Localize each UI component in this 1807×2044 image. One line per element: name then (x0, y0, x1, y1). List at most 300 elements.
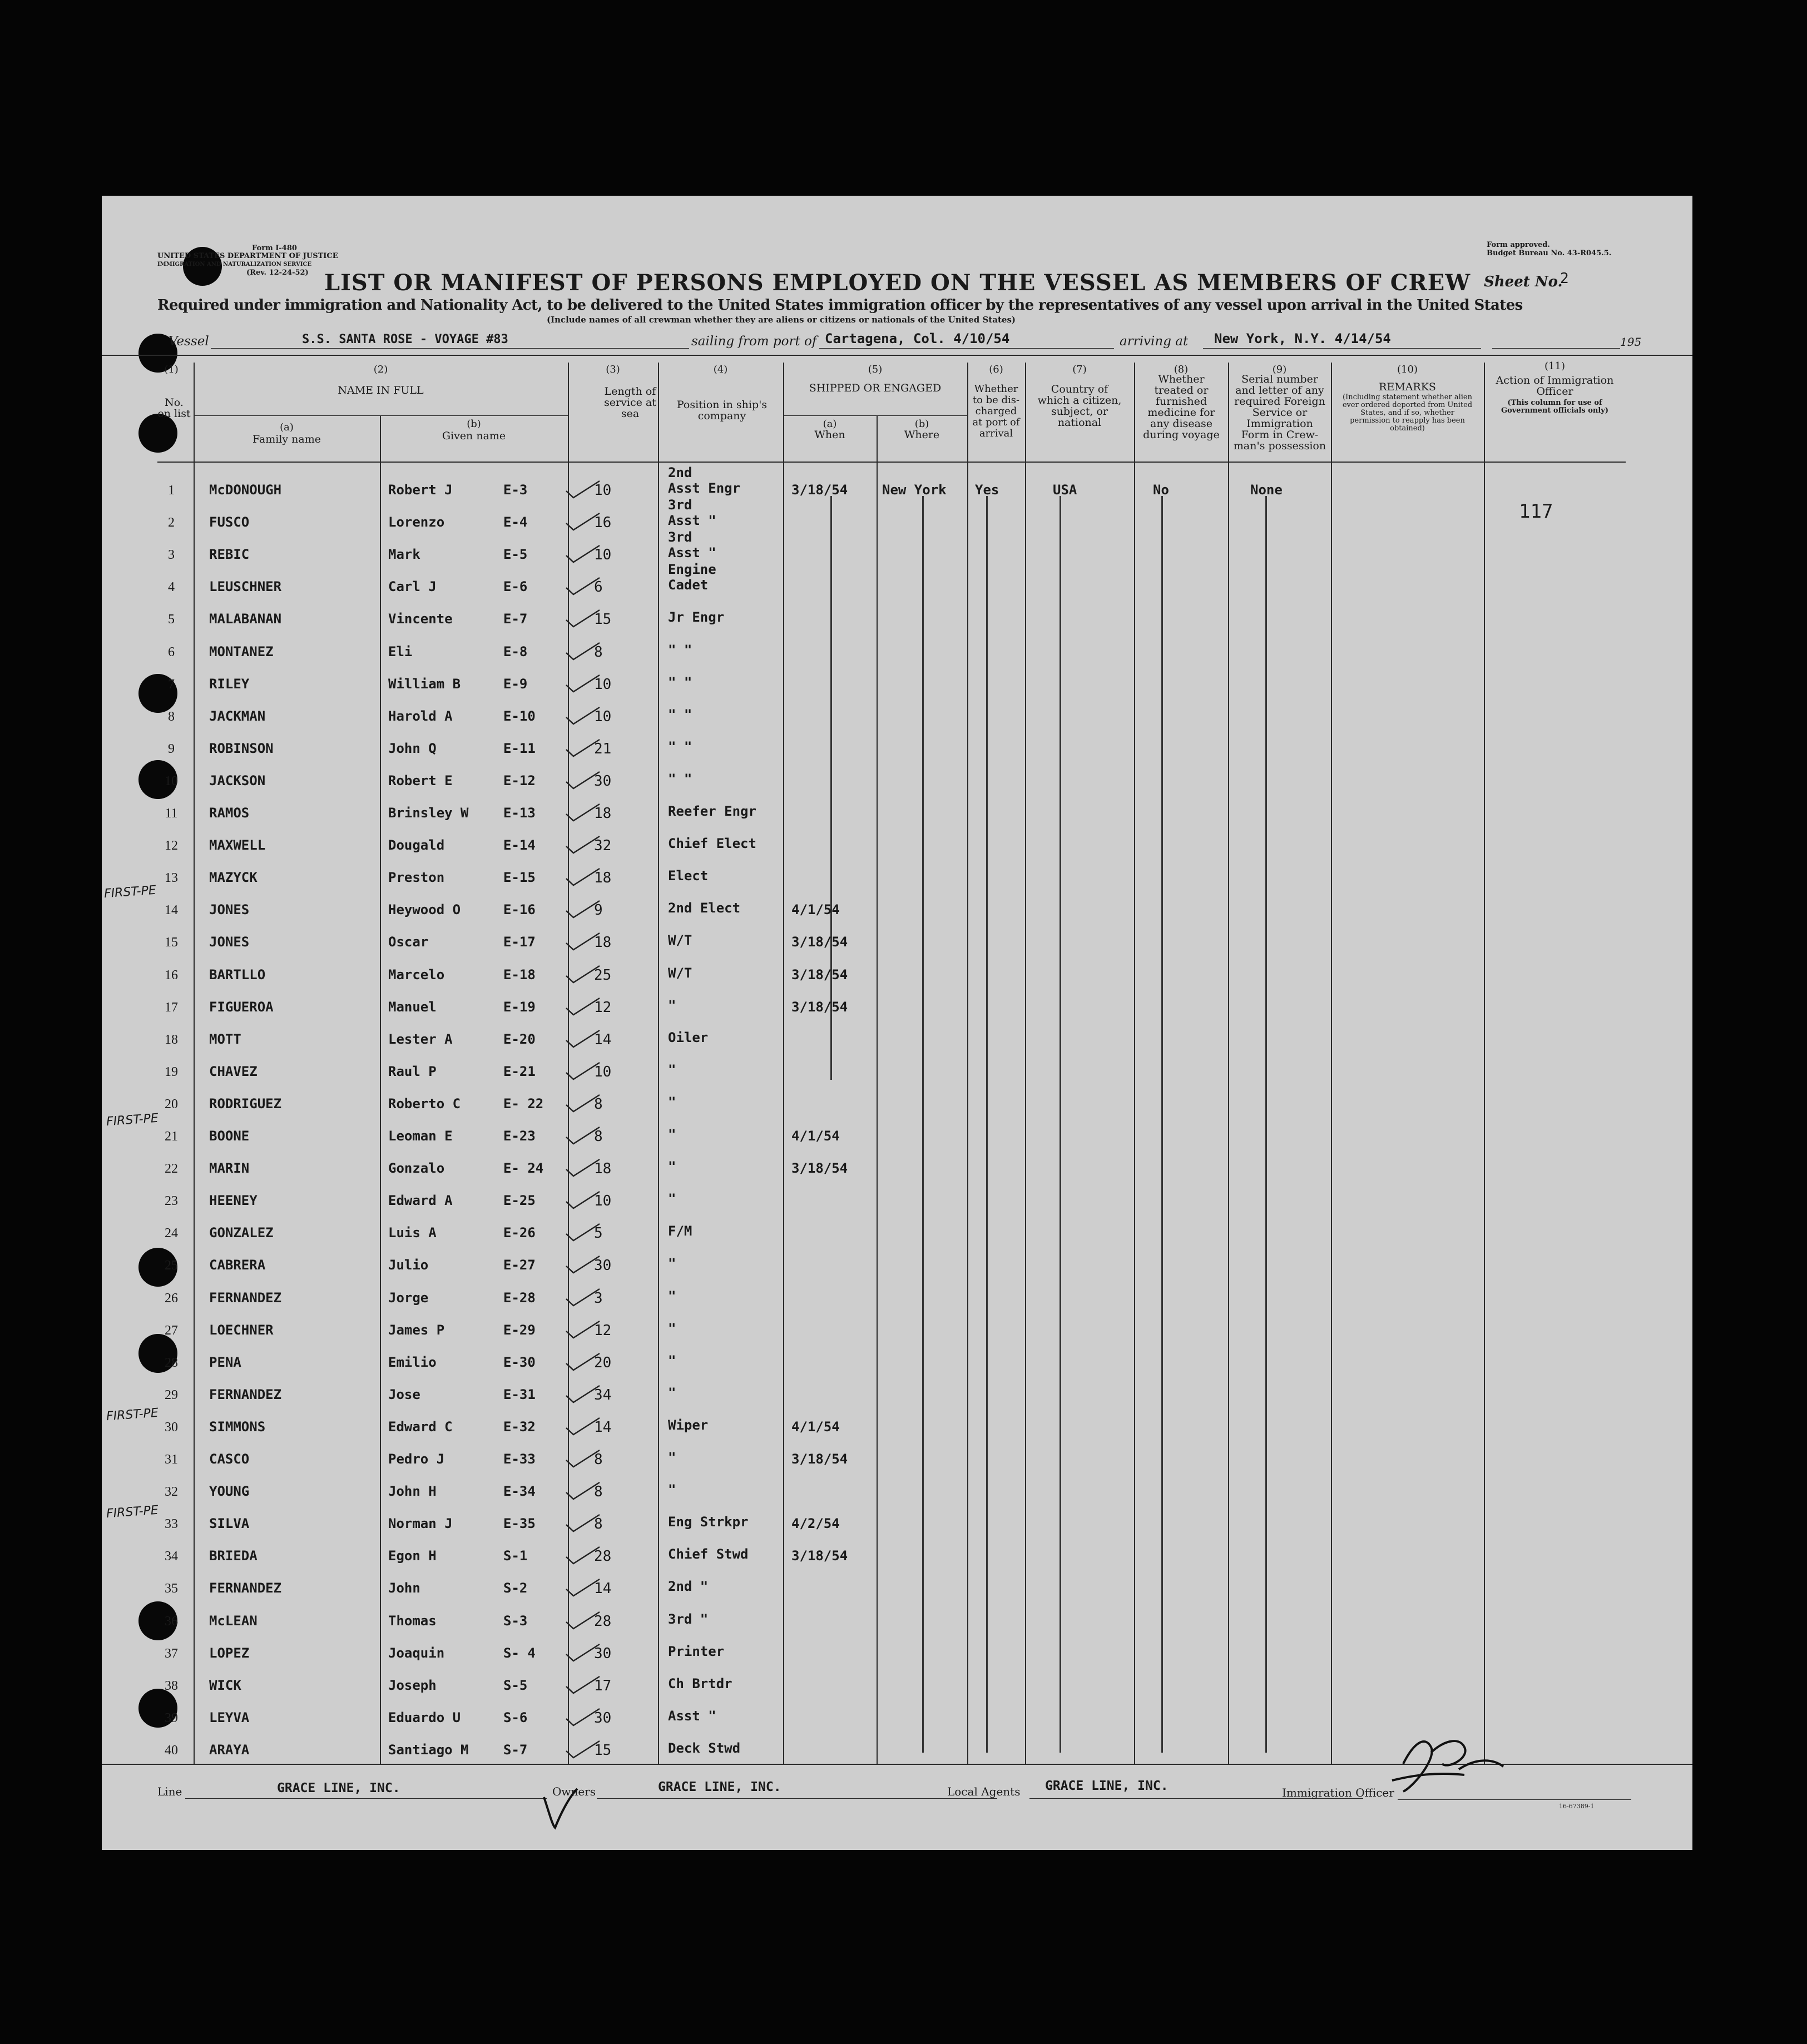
position-cell: " (668, 1159, 676, 1175)
crew-code-cell: E-31 (503, 1386, 536, 1402)
row-number-cell: 16 (165, 968, 178, 983)
service-length-cell: 6 (594, 579, 603, 596)
position-cell: Asst " (668, 513, 716, 529)
crew-code-cell: E-20 (503, 1031, 536, 1047)
col-rule (1025, 363, 1026, 1764)
position-cell: Jr Engr (668, 609, 725, 626)
given-name-cell: Egon H (388, 1548, 437, 1564)
row-number-cell: 27 (165, 1323, 178, 1338)
check-mark (563, 576, 602, 598)
position-cell: " (668, 1450, 676, 1465)
family-name-cell: CABRERA (209, 1257, 266, 1273)
service-length-cell: 14 (594, 1418, 612, 1436)
given-name-cell: Dougald (388, 837, 445, 854)
row-number-cell: 9 (168, 741, 175, 756)
shipped-when-cell: 3/18/54 (791, 482, 848, 498)
ditto-line-treated (1161, 496, 1163, 1753)
col10-number: (10) (1397, 364, 1418, 375)
service-length-cell: 30 (594, 1257, 612, 1274)
header-subrule (194, 415, 568, 416)
given-name-cell: Joseph (388, 1677, 437, 1693)
form-approved: Form approved. (1487, 241, 1550, 249)
check-mark (563, 1642, 602, 1664)
check-mark (563, 964, 602, 986)
margin-note: FIRST-PE (106, 1406, 159, 1424)
shipped-when-cell: 3/18/54 (791, 966, 848, 983)
ditto-line-where (922, 496, 924, 1753)
service-length-cell: 12 (594, 999, 612, 1016)
sheet-number-label: Sheet No. (1484, 274, 1563, 290)
given-name-cell: Mark (388, 547, 420, 563)
col1-header: No. on list (157, 396, 191, 420)
shipped-where-cell: New York (882, 482, 947, 498)
service-length-cell: 15 (594, 1742, 612, 1759)
service-length-cell: 15 (594, 611, 612, 628)
col10-header: REMARKS (1379, 381, 1436, 393)
row-number-cell: 6 (168, 644, 175, 659)
family-name-cell: HEENEY (209, 1193, 258, 1209)
check-mark (563, 1093, 602, 1115)
family-name-cell: ARAYA (209, 1742, 250, 1758)
check-mark (563, 931, 602, 953)
family-name-cell: JONES (209, 934, 250, 950)
service-length-cell: 18 (594, 1160, 612, 1178)
given-name-cell: Eduardo U (388, 1709, 461, 1725)
position-line1-cell: 3rd (668, 529, 692, 545)
family-name-cell: FERNANDEZ (209, 1386, 282, 1402)
family-name-cell: BOONE (209, 1128, 250, 1144)
crew-code-cell: E-12 (503, 772, 536, 788)
check-mark (563, 479, 602, 501)
shipped-when-cell: 3/18/54 (791, 934, 848, 950)
row-number-cell: 8 (168, 709, 175, 724)
serial-cell: None (1250, 482, 1283, 498)
position-cell: " (668, 997, 676, 1013)
crew-code-cell: E- 22 (503, 1095, 544, 1112)
col8-header: Whether treated or furnished medicine for any disease during voyage (1143, 373, 1220, 441)
check-mark (563, 1222, 602, 1244)
arriving-port: New York, N.Y. 4/14/54 (1214, 331, 1391, 346)
given-name-cell: Leoman E (388, 1128, 453, 1144)
given-name-cell: Vincente (388, 611, 453, 627)
check-mark (563, 1739, 602, 1761)
col9-number: (9) (1272, 364, 1287, 375)
col-rule (658, 363, 659, 1764)
ditto-line-serial (1265, 496, 1267, 1753)
given-name-cell: Thomas (388, 1613, 437, 1629)
shipped-when-cell: 3/18/54 (791, 999, 848, 1015)
family-name-cell: FERNANDEZ (209, 1580, 282, 1596)
shipped-when-cell: 4/1/54 (791, 1418, 840, 1435)
table-top-border (102, 355, 1692, 356)
col2a-number: (a) (280, 421, 294, 433)
agents-label: Local Agents (947, 1785, 1021, 1798)
family-name-cell: REBIC (209, 547, 250, 563)
officer-signature (1381, 1719, 1514, 1803)
service-length-cell: 10 (594, 547, 612, 564)
service-line: IMMIGRATION AND NATURALIZATION SERVICE (157, 261, 312, 267)
col6-header: Whether to be dis-charged at port of arrival (972, 383, 1020, 439)
treated-cell: No (1153, 482, 1169, 498)
budget-bureau: Budget Bureau No. 43-R045.5. (1487, 249, 1612, 257)
service-length-cell: 8 (594, 1451, 603, 1468)
given-name-cell: Joaquin (388, 1645, 445, 1661)
given-name-cell: John Q (388, 740, 437, 756)
family-name-cell: BARTLLO (209, 966, 266, 983)
position-cell: F/M (668, 1223, 692, 1239)
crew-code-cell: E-28 (503, 1289, 536, 1306)
col6-number: (6) (989, 364, 1003, 375)
position-cell: Reefer Engr (668, 803, 756, 819)
family-name-cell: MOTT (209, 1031, 241, 1047)
crew-code-cell: E-11 (503, 740, 536, 756)
col2-number: (2) (373, 364, 388, 375)
row-number-cell: 26 (165, 1291, 178, 1306)
row-number-cell: 12 (165, 839, 178, 854)
check-mark (563, 1254, 602, 1276)
row-number-cell: 34 (165, 1549, 178, 1564)
shipped-when-cell: 3/18/54 (791, 1160, 848, 1177)
given-name-cell: Marcelo (388, 966, 445, 983)
row-number-cell: 31 (165, 1452, 178, 1467)
sheet-number: 2 (1560, 270, 1569, 287)
row-number-cell: 23 (165, 1194, 178, 1209)
check-mark (563, 1674, 602, 1696)
check-mark (563, 1383, 602, 1406)
family-name-cell: LEUSCHNER (209, 579, 282, 595)
owners-underline (597, 1798, 997, 1799)
family-name-cell: ROBINSON (209, 740, 274, 756)
col-rule (194, 363, 195, 1764)
given-name-cell: Lester A (388, 1031, 453, 1047)
service-length-cell: 34 (594, 1386, 612, 1403)
row-number-cell: 35 (165, 1581, 178, 1596)
position-cell: 3rd " (668, 1611, 709, 1627)
family-name-cell: CASCO (209, 1451, 250, 1467)
position-cell: " (668, 1191, 676, 1207)
header-subrule (783, 415, 967, 416)
col9-header: Serial number and letter of any required Foreign Service or Immigration Form in Crew-man's possession (1233, 373, 1326, 452)
col8-number: (8) (1174, 364, 1189, 375)
service-length-cell: 28 (594, 1613, 612, 1630)
position-cell: Asst Engr (668, 480, 741, 496)
family-name-cell: MONTANEZ (209, 643, 274, 659)
check-mark (563, 1028, 602, 1050)
col10-note: (Including statement whether alien ever ordered deported from United States, and if so, whether permission to reapply has been obtained) (1342, 393, 1473, 433)
given-name-cell: Heywood O (388, 902, 461, 918)
col4-header: Position in ship's company (676, 399, 768, 422)
service-length-cell: 25 (594, 966, 612, 984)
check-mark (563, 996, 602, 1018)
row-number-cell: 1 (168, 483, 175, 498)
service-length-cell: 18 (594, 870, 612, 887)
crew-code-cell: S-2 (503, 1580, 528, 1596)
crew-code-cell: E-10 (503, 708, 536, 724)
row-number-cell: 29 (165, 1387, 178, 1402)
check-mark (563, 1545, 602, 1567)
check-mark (563, 1416, 602, 1438)
sailing-label: sailing from port of (691, 334, 817, 349)
discharged-cell: Yes (975, 482, 999, 498)
service-length-cell: 8 (594, 1128, 603, 1145)
crew-code-cell: S- 4 (503, 1645, 536, 1661)
ditto-line-when (830, 496, 832, 1080)
owner-checkmark (541, 1786, 580, 1830)
form-revision: (Rev. 12-24-52) (246, 269, 309, 277)
service-length-cell: 30 (594, 1709, 612, 1727)
family-name-cell: JACKMAN (209, 708, 266, 724)
service-length-cell: 10 (594, 676, 612, 693)
shipped-when-cell: 4/1/54 (791, 902, 840, 918)
col5-number: (5) (868, 364, 883, 375)
dept-line: UNITED STATES DEPARTMENT OF JUSTICE (157, 252, 338, 260)
form-number: Form I-480 (252, 244, 297, 252)
ditto-line-country (1060, 496, 1061, 1753)
row-number-cell: 10 (165, 773, 178, 788)
row-number-cell: 15 (165, 935, 178, 950)
check-mark (563, 1448, 602, 1470)
row-number-cell: 39 (165, 1710, 178, 1725)
line-label: Line (157, 1785, 182, 1798)
service-length-cell: 18 (594, 934, 612, 951)
agents-value: GRACE LINE, INC. (1045, 1779, 1169, 1793)
service-length-cell: 12 (594, 1322, 612, 1339)
service-length-cell: 17 (594, 1677, 612, 1694)
position-cell: 2nd Elect (668, 900, 741, 916)
given-name-cell: Robert J (388, 482, 453, 498)
crew-code-cell: E- 24 (503, 1160, 544, 1177)
given-name-cell: Lorenzo (388, 514, 445, 530)
shipped-when-cell: 3/18/54 (791, 1548, 848, 1564)
action-number: 117 (1519, 500, 1553, 523)
position-line1-cell: 2nd (668, 465, 692, 480)
crew-code-cell: E-21 (503, 1063, 536, 1079)
shipped-when-cell: 4/2/54 (791, 1516, 840, 1532)
position-cell: W/T (668, 965, 692, 981)
crew-code-cell: E-14 (503, 837, 536, 854)
check-mark (563, 673, 602, 695)
crew-code-cell: E-17 (503, 934, 536, 950)
crew-code-cell: E-3 (503, 482, 528, 498)
row-number-cell: 30 (165, 1420, 178, 1435)
given-name-cell: Pedro J (388, 1451, 445, 1467)
col3-header: Length of service at sea (604, 385, 656, 420)
check-mark (563, 834, 602, 856)
col11-note: (This column for use of Government officials only) (1501, 399, 1608, 415)
family-name-cell: MAZYCK (209, 870, 258, 886)
crew-code-cell: E-34 (503, 1484, 536, 1500)
col5b-number: (b) (914, 418, 929, 430)
position-cell: " (668, 1127, 676, 1142)
row-number-cell: 24 (165, 1226, 178, 1241)
crew-code-cell: S-5 (503, 1677, 528, 1693)
ditto-line-discharged (986, 496, 988, 1753)
check-mark (563, 1319, 602, 1341)
given-name-cell: Luis A (388, 1225, 437, 1241)
col7-number: (7) (1072, 364, 1087, 375)
given-name-cell: Robert E (388, 772, 453, 788)
family-name-cell: McDONOUGH (209, 482, 282, 498)
print-code: 16-67389-1 (1559, 1803, 1595, 1810)
row-number-cell: 4 (168, 580, 175, 595)
col-rule (783, 363, 784, 1764)
family-name-cell: JONES (209, 902, 250, 918)
arriving-label: arriving at (1120, 334, 1189, 349)
service-length-cell: 8 (594, 643, 603, 661)
col-rule (877, 415, 878, 1764)
family-name-cell: MALABANAN (209, 611, 282, 627)
row-number-cell: 37 (165, 1646, 178, 1661)
crew-code-cell: E-7 (503, 611, 528, 627)
family-name-cell: RAMOS (209, 805, 250, 821)
check-mark (563, 1351, 602, 1373)
col7-header: Country of which a citizen, subject, or national (1037, 383, 1122, 429)
row-number-cell: 11 (165, 806, 178, 821)
line-value: GRACE LINE, INC. (277, 1781, 400, 1795)
include-note: (Include names of all crewman whether they are aliens or citizens or nationals of the United States) (547, 315, 1016, 325)
row-number-cell: 32 (165, 1485, 178, 1500)
col5b-header: Where (904, 429, 940, 441)
check-mark (563, 866, 602, 889)
check-mark (563, 1157, 602, 1179)
row-number-cell: 21 (165, 1129, 178, 1144)
col11-number: (11) (1544, 360, 1565, 372)
crew-code-cell: E-16 (503, 902, 536, 918)
service-length-cell: 8 (594, 1516, 603, 1533)
check-mark (563, 1480, 602, 1502)
service-length-cell: 14 (594, 1580, 612, 1598)
position-cell: Oiler (668, 1029, 709, 1045)
family-name-cell: BRIEDA (209, 1548, 258, 1564)
position-cell: " " (668, 738, 692, 755)
family-name-cell: SILVA (209, 1516, 250, 1532)
crew-code-cell: S-7 (503, 1742, 528, 1758)
service-length-cell: 3 (594, 1289, 603, 1307)
col-rule (1484, 363, 1485, 1764)
crew-code-cell: E-4 (503, 514, 528, 530)
row-number-cell: 14 (165, 903, 178, 918)
check-mark (563, 608, 602, 630)
line-underline (185, 1798, 547, 1799)
service-length-cell: 10 (594, 708, 612, 725)
crew-code-cell: E-6 (503, 579, 528, 595)
col5-header: SHIPPED OR ENGAGED (809, 382, 942, 394)
service-length-cell: 8 (594, 1484, 603, 1501)
row-number-cell: 5 (168, 612, 175, 627)
family-name-cell: SIMMONS (209, 1418, 266, 1435)
given-name-cell: Roberto C (388, 1095, 461, 1112)
check-mark (563, 511, 602, 533)
col1-number: (1) (164, 364, 179, 375)
given-name-cell: William B (388, 676, 461, 692)
family-name-cell: PENA (209, 1354, 241, 1370)
position-cell: " " (668, 674, 692, 690)
service-length-cell: 8 (594, 1095, 603, 1113)
crew-code-cell: E-30 (503, 1354, 536, 1370)
check-mark (563, 1577, 602, 1599)
check-mark (563, 802, 602, 824)
check-mark (563, 1125, 602, 1147)
crew-code-cell: E-27 (503, 1257, 536, 1273)
given-name-cell: James P (388, 1322, 445, 1338)
form-title: LIST OR MANIFEST OF PERSONS EMPLOYED ON THE VESSEL AS MEMBERS OF CREW (324, 270, 1471, 296)
col-rule (1228, 363, 1229, 1764)
given-name-cell: Brinsley W (388, 805, 469, 821)
col-rule (380, 415, 381, 1764)
check-mark (563, 1610, 602, 1632)
crew-code-cell: E-18 (503, 966, 536, 983)
check-mark (563, 737, 602, 760)
position-cell: Asst " (668, 545, 716, 561)
check-mark (563, 899, 602, 921)
col3-number: (3) (606, 364, 620, 375)
crew-code-cell: E-9 (503, 676, 528, 692)
family-name-cell: WICK (209, 1677, 241, 1693)
position-cell: Ch Brtdr (668, 1675, 732, 1691)
manifest-sheet (102, 196, 1692, 1850)
vessel-label: Vessel (169, 334, 209, 349)
country-cell: USA (1053, 482, 1077, 498)
position-cell: Elect (668, 868, 709, 884)
service-length-cell: 20 (594, 1354, 612, 1371)
col2b-number: (b) (467, 418, 481, 430)
check-mark (563, 641, 602, 663)
row-number-cell: 28 (165, 1355, 178, 1370)
family-name-cell: LEYVA (209, 1709, 250, 1725)
family-name-cell: MAXWELL (209, 837, 266, 854)
service-length-cell: 28 (594, 1548, 612, 1565)
crew-code-cell: E-13 (503, 805, 536, 821)
row-number-cell: 36 (165, 1614, 178, 1629)
row-number-cell: 25 (165, 1258, 178, 1273)
service-length-cell: 18 (594, 805, 612, 822)
given-name-cell: Julio (388, 1257, 429, 1273)
owners-value: GRACE LINE, INC. (658, 1780, 781, 1794)
shipped-when-cell: 3/18/54 (791, 1451, 848, 1467)
position-line1-cell: 3rd (668, 497, 692, 513)
position-line1-cell: Engine (668, 562, 716, 578)
row-number-cell: 19 (165, 1064, 178, 1079)
given-name-cell: Santiago M (388, 1742, 469, 1758)
col5a-header: When (814, 429, 845, 441)
family-name-cell: LOPEZ (209, 1645, 250, 1661)
row-number-cell: 13 (165, 871, 178, 886)
check-mark (563, 543, 602, 565)
family-name-cell: YOUNG (209, 1484, 250, 1500)
sailing-underline (819, 348, 1114, 349)
crew-code-cell: E-5 (503, 547, 528, 563)
position-cell: W/T (668, 932, 692, 949)
position-cell: " " (668, 642, 692, 658)
margin-note: FIRST-PE (106, 1111, 159, 1129)
position-cell: " " (668, 706, 692, 722)
given-name-cell: John (388, 1580, 420, 1596)
given-name-cell: Jose (388, 1386, 420, 1402)
check-mark (563, 770, 602, 792)
col-rule (967, 363, 968, 1764)
family-name-cell: RILEY (209, 676, 250, 692)
given-name-cell: Jorge (388, 1289, 429, 1306)
col2b-header: Given name (442, 430, 506, 442)
row-number-cell: 18 (165, 1032, 178, 1047)
check-mark (563, 1287, 602, 1309)
position-cell: Deck Stwd (668, 1740, 741, 1756)
row-number-cell: 17 (165, 1000, 178, 1015)
position-cell: " (668, 1320, 676, 1336)
row-number-cell: 7 (168, 677, 175, 692)
position-cell: " (668, 1385, 676, 1401)
crew-code-cell: E-35 (503, 1516, 536, 1532)
